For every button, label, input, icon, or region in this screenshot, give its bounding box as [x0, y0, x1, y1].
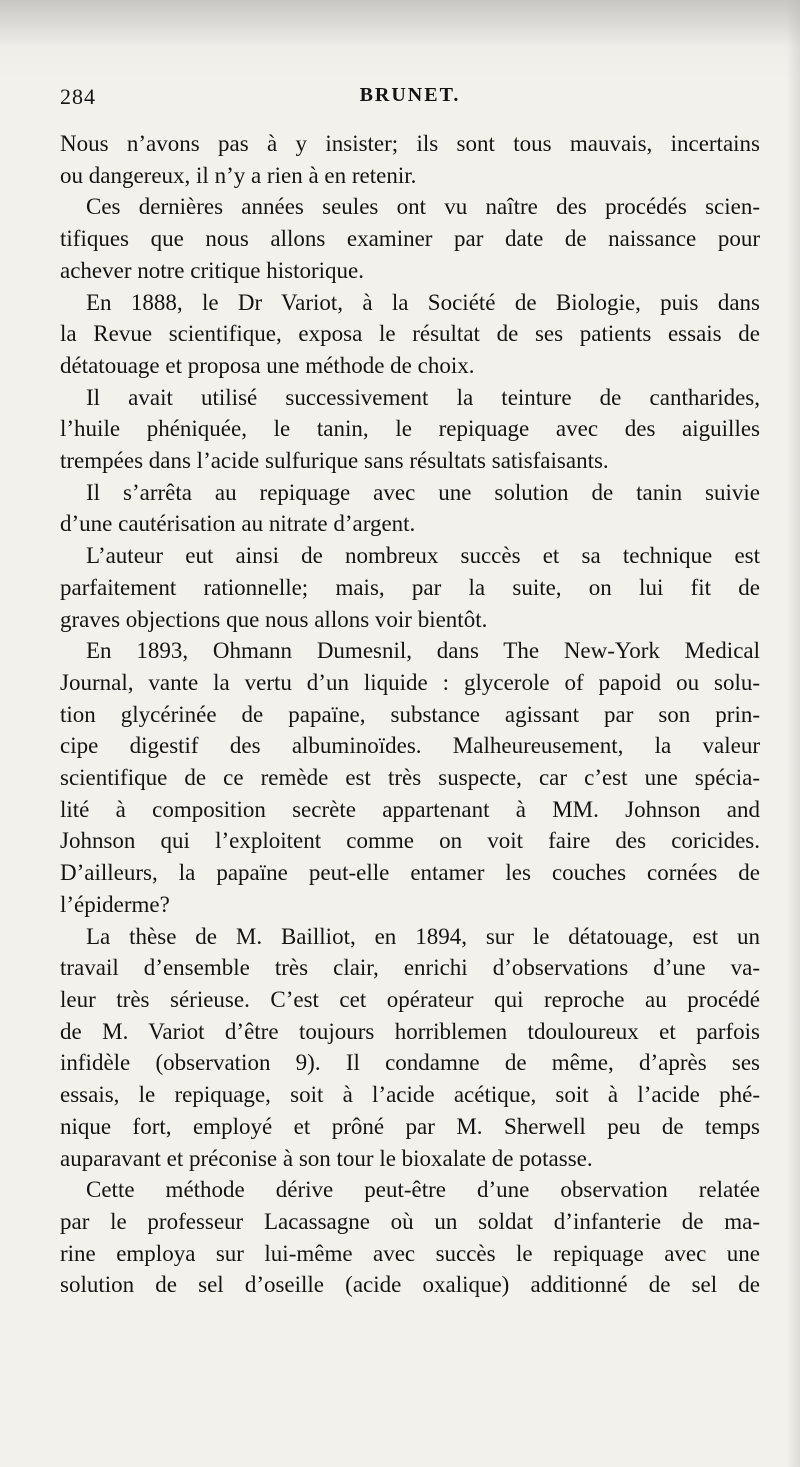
text-line: infidèle (observation 9). Il condamne de même, d’après ses	[60, 1050, 760, 1076]
text-line: Il avait utilisé successivement la teinture de cantharides,	[86, 384, 760, 410]
text-line: auparavant et préconise à son tour le bioxalate de potasse.	[60, 1145, 593, 1171]
running-head: BRUNET.	[359, 84, 461, 106]
text-line: essais, le repiquage, soit à l’acide acétique, soit à l’acide phé-	[60, 1082, 760, 1108]
text-line: la Revue scientifique, exposa le résultat de ses patients essais de	[60, 321, 760, 347]
text-line: lité à composition secrète appartenant à MM. Johnson and	[60, 796, 760, 822]
text-line: Ces dernières années seules ont vu naître des procédés scien-	[86, 194, 760, 220]
text-line: Il s’arrêta au repiquage avec une solution de tanin suivie	[86, 479, 760, 505]
text-line: tifiques que nous allons examiner par date de naissance pour	[60, 226, 760, 252]
text-line: En 1893, Ohmann Dumesnil, dans The New-York Medical	[86, 638, 760, 664]
scan-shadow	[0, 0, 800, 80]
text-line: nique fort, employé et prôné par M. Sherwell peu de temps	[60, 1113, 760, 1139]
text-line: ou dangereux, il n’y a rien à en retenir.	[60, 162, 417, 188]
text-line: La thèse de M. Bailliot, en 1894, sur le détatouage, est un	[86, 923, 760, 949]
text-line: rine employa sur lui-même avec succès le repiquage avec une	[60, 1240, 760, 1266]
text-line: Cette méthode dérive peut-être d’une observation relatée	[86, 1177, 760, 1203]
text-line: par le professeur Lacassagne où un soldat d’infanterie de ma-	[60, 1208, 760, 1234]
text-line: parfaitement rationnelle; mais, par la suite, on lui fit de	[60, 574, 760, 600]
text-line: scientifique de ce remède est très suspecte, car c’est une spécia-	[60, 765, 760, 791]
text-line: trempées dans l’acide sulfurique sans résultats satisfaisants.	[60, 448, 609, 474]
text-line: graves objections que nous allons voir bientôt.	[60, 606, 488, 632]
text-line: travail d’ensemble très clair, enrichi d’observations d’une va-	[60, 955, 760, 981]
text-line: leur très sérieuse. C’est cet opérateur qui reproche au procédé	[60, 986, 760, 1012]
text-line: solution de sel d’oseille (acide oxalique) additionné de sel de	[60, 1272, 760, 1298]
page-header	[60, 84, 760, 114]
text-line: cipe digestif des albuminoïdes. Malheureusement, la valeur	[60, 733, 760, 759]
text-line: détatouage et proposa une méthode de choix.	[60, 352, 475, 378]
body-text	[60, 128, 760, 1301]
text-line: En 1888, le Dr Variot, à la Société de Biologie, puis dans	[86, 289, 760, 315]
text-line: D’ailleurs, la papaïne peut-elle entamer les couches cornées de	[60, 860, 760, 886]
text-line: l’épiderme?	[60, 891, 170, 917]
text-line: achever notre critique historique.	[60, 257, 364, 283]
text-line: Nous n’avons pas à y insister; ils sont tous mauvais, incertains	[60, 131, 760, 156]
text-line: d’une cautérisation au nitrate d’argent.	[60, 511, 416, 537]
page-number: 284	[60, 84, 96, 109]
text-line: Journal, vante la vertu d’un liquide : glycerole of papoid ou solu-	[60, 669, 760, 695]
page-edge	[786, 0, 800, 1467]
text-line: Johnson qui l’exploitent comme on voit faire des coricides.	[60, 828, 760, 854]
text-line: L’auteur eut ainsi de nombreux succès et sa technique est	[86, 543, 760, 569]
text-line: tion glycérinée de papaïne, substance agissant par son prin-	[60, 701, 760, 727]
text-line: l’huile phéniquée, le tanin, le repiquage avec des aiguilles	[60, 416, 760, 442]
text-line: de M. Variot d’être toujours horriblemen tdouloureux et parfois	[60, 1018, 760, 1044]
